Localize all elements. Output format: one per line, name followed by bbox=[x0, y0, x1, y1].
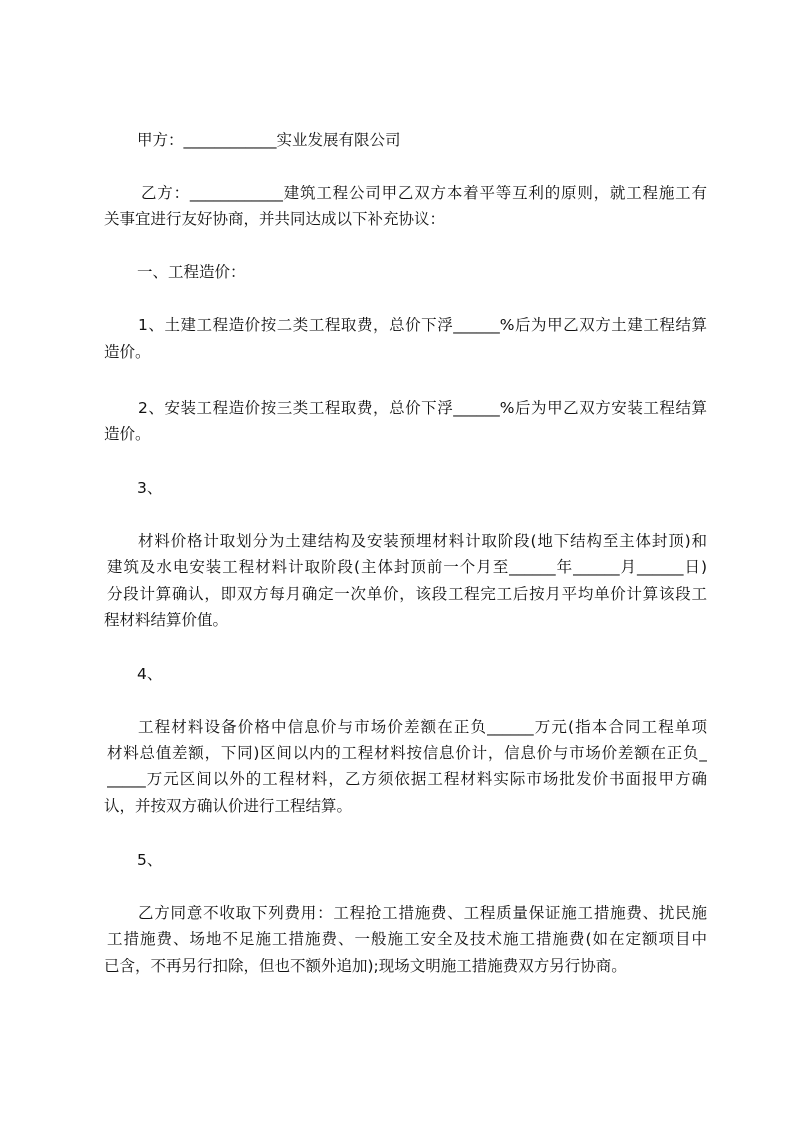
item2-line-1: 2、安装工程造价按三类工程取费，总价下浮______%后为甲乙双方安装工程结算 bbox=[138, 399, 707, 417]
item4-line-2: 材料总值差额，下同)区间以内的工程材料按信息价计，信息价与市场价差额在正负_ bbox=[107, 744, 707, 762]
item5-line-1: 乙方同意不收取下列费用：工程抢工措施费、工程质量保证施工措施费、扰民施 bbox=[138, 904, 707, 922]
item2-line-2: 造价。 bbox=[104, 425, 151, 443]
item3-line-3: 分段计算确认，即双方每月确定一次单价，该段工程完工后按月平均单价计算该段工 bbox=[107, 585, 707, 603]
item5-line-3: 已含，不再另行扣除，但也不额外追加);现场文明施工措施费双方另行协商。 bbox=[104, 957, 627, 975]
item3-line-2: 建筑及水电安装工程材料计取阶段(主体封顶前一个月至______年______月______日) bbox=[107, 558, 707, 576]
item4-label: 4、 bbox=[137, 665, 163, 683]
item4-line-3: _____万元区间以外的工程材料，乙方须依据工程材料实际市场批发价书面报甲方确 bbox=[107, 770, 707, 788]
section-heading-cost: 一、工程造价： bbox=[137, 263, 246, 281]
item4-line-4: 认，并按双方确认价进行工程结算。 bbox=[104, 797, 353, 815]
item1-line-2: 造价。 bbox=[104, 343, 151, 361]
item1-line-1: 1、土建工程造价按二类工程取费，总价下浮______%后为甲乙双方土建工程结算 bbox=[138, 316, 707, 334]
item5-label: 5、 bbox=[137, 851, 163, 869]
item3-line-1: 材料价格计取划分为土建结构及安装预埋材料计取阶段(地下结构至主体封顶)和 bbox=[138, 532, 707, 550]
item4-line-1: 工程材料设备价格中信息价与市场价差额在正负______万元(指本合同工程单项 bbox=[138, 718, 707, 736]
item3-label: 3、 bbox=[137, 479, 163, 497]
party-b-line-1: 乙方：____________建筑工程公司甲乙双方本着平等互利的原则，就工程施工有 bbox=[141, 184, 707, 202]
party-b-line-2: 关事宜进行友好协商，并共同达成以下补充协议： bbox=[104, 210, 446, 228]
item3-line-4: 程材料结算价值。 bbox=[104, 611, 229, 629]
party-a-line: 甲方：____________实业发展有限公司 bbox=[137, 131, 401, 149]
item5-line-2: 工措施费、场地不足施工措施费、一般施工安全及技术施工措施费(如在定额项目中 bbox=[107, 930, 707, 948]
